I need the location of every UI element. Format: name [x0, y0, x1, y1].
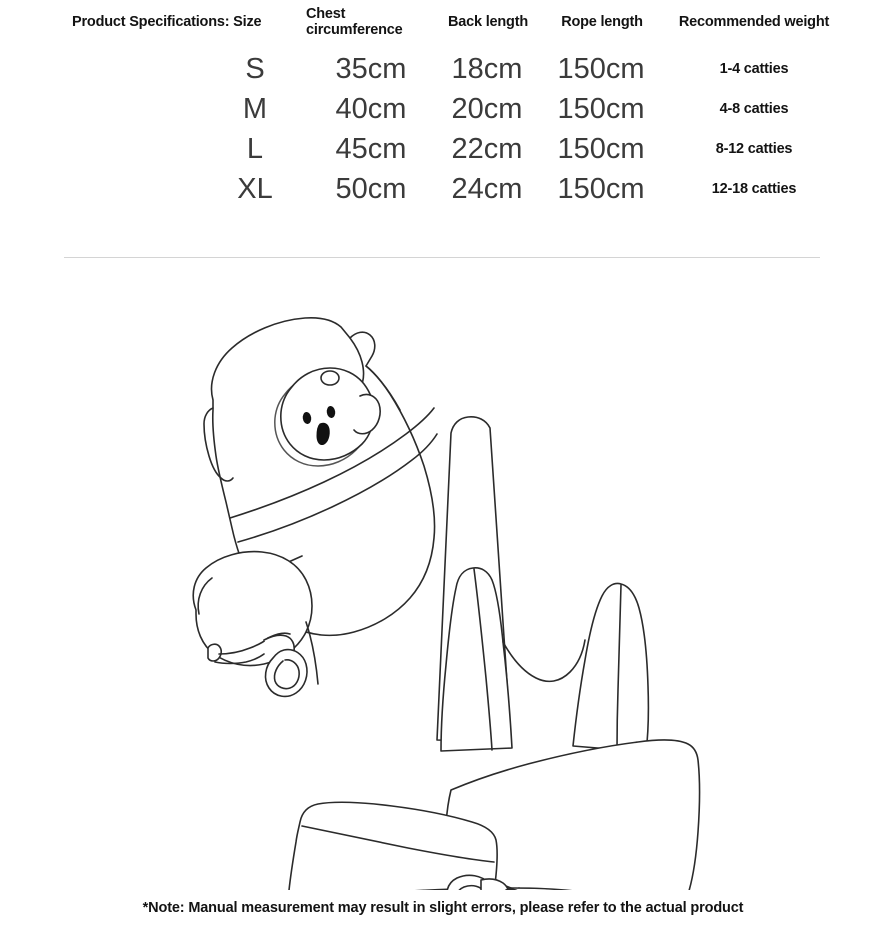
- cell-size: M: [242, 93, 268, 125]
- cell-back: 22cm: [451, 133, 523, 165]
- table-header-row: [0, 0, 886, 45]
- cell-back: 20cm: [451, 93, 523, 125]
- harness-strap-right-outline: [573, 584, 648, 753]
- cell-chest: 40cm: [335, 93, 407, 125]
- product-illustration: [0, 270, 886, 890]
- cell-rope: 150cm: [557, 53, 645, 85]
- snap-hook-icon: [264, 635, 307, 696]
- cell-back: 24cm: [451, 173, 523, 205]
- cell-chest: 45cm: [335, 133, 407, 165]
- cell-back: 18cm: [451, 53, 523, 85]
- leash-webbing-tab: [208, 644, 221, 661]
- column-header-chest: Chest circumference: [306, 6, 403, 38]
- table-row: [0, 90, 886, 130]
- cell-size: L: [246, 133, 264, 165]
- dog-head-dot: [321, 371, 339, 385]
- cell-weight: 12-18 catties: [711, 181, 797, 197]
- table-row: [0, 170, 886, 210]
- cell-size: S: [245, 53, 265, 85]
- specifications-table: [0, 0, 886, 215]
- product-line-drawing: [0, 270, 886, 890]
- column-header-size: Product Specifications: Size: [72, 14, 262, 30]
- column-header-rope: Rope length: [561, 14, 643, 30]
- cell-chest: 50cm: [335, 173, 407, 205]
- measurement-note: *Note: Manual measurement may result in slight errors, please refer to the actual product: [142, 900, 744, 916]
- cell-weight: 1-4 catties: [719, 61, 789, 77]
- table-row: [0, 50, 886, 90]
- column-header-back: Back length: [448, 14, 528, 30]
- cell-size: XL: [237, 173, 273, 205]
- section-divider: [64, 257, 820, 258]
- harness-v-notch: [503, 640, 585, 681]
- dog-mouth: [317, 423, 329, 444]
- cell-rope: 150cm: [557, 173, 645, 205]
- table-row: [0, 130, 886, 170]
- cell-rope: 150cm: [557, 133, 645, 165]
- coiled-leash-illustration: [193, 552, 318, 697]
- cell-chest: 35cm: [335, 53, 407, 85]
- column-header-weight: Recommended weight: [678, 14, 830, 30]
- cell-weight: 4-8 catties: [719, 101, 789, 117]
- cell-weight: 8-12 catties: [715, 141, 793, 157]
- cell-rope: 150cm: [557, 93, 645, 125]
